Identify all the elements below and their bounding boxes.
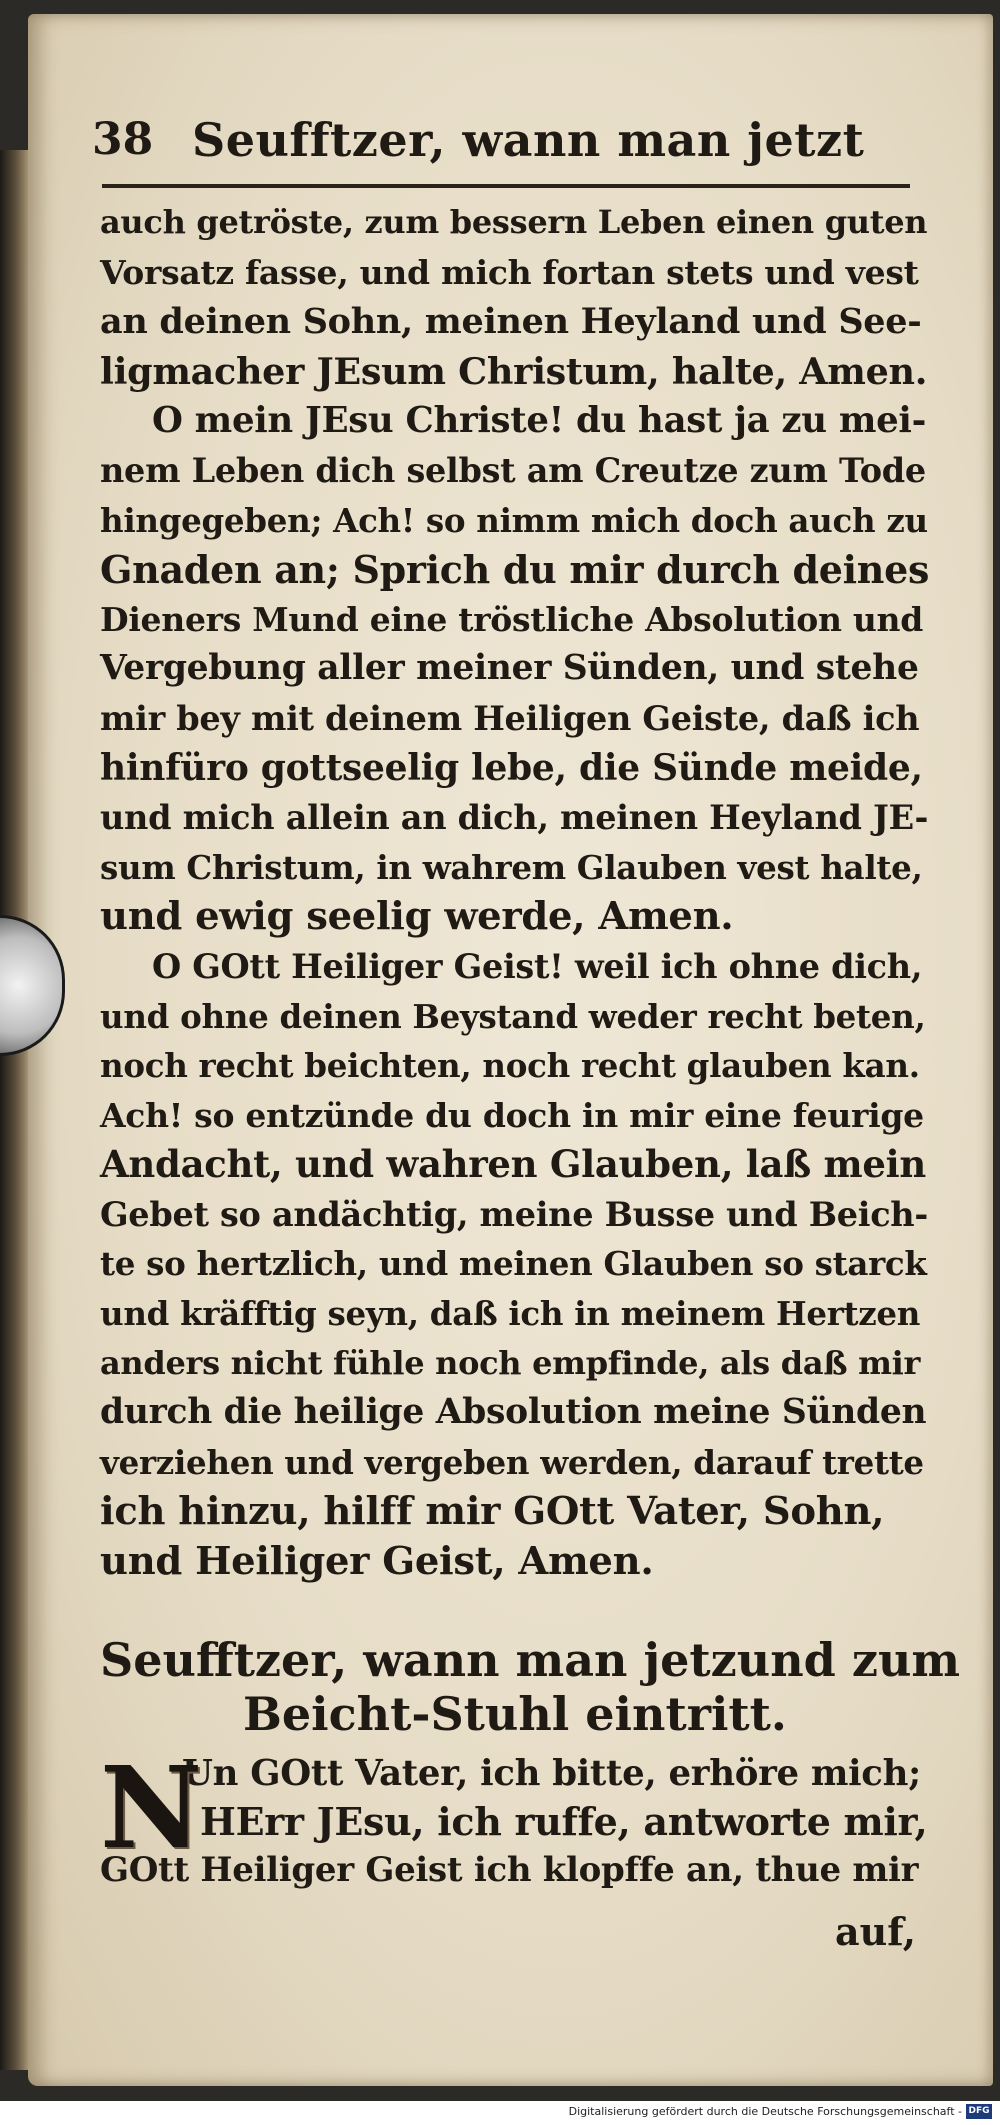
body-line: sum Christum, in wahrem Glauben vest halte, <box>100 847 923 887</box>
section-heading-line-1: Seufftzer, wann man jetzund zum <box>100 1633 961 1687</box>
body-line: Andacht, und wahren Glauben, laß mein <box>100 1142 927 1187</box>
prayer-line: HErr JEsu, ich ruffe, antworte mir, <box>200 1799 928 1844</box>
body-line: ligmacher JEsum Christum, halte, Amen. <box>100 349 928 393</box>
page-number: 38 <box>92 114 154 165</box>
body-text <box>100 198 930 1587</box>
body-line: te so hertzlich, und meinen Glauben so starck <box>100 1244 927 1284</box>
body-line: durch die heilige Absolution meine Sünden <box>100 1392 927 1433</box>
body-line: hinfüro gottseelig lebe, die Sünde meide, <box>100 746 923 789</box>
body-line: noch recht beichten, noch recht glauben kan. <box>100 1046 920 1086</box>
body-line: nem Leben dich selbst am Creutze zum Tode <box>100 450 926 490</box>
body-line: an deinen Sohn, meinen Heyland und See- <box>100 301 922 343</box>
body-line: und ewig seelig werde, Amen. <box>100 894 734 940</box>
digitization-credit: Digitalisierung gefördert durch die Deutsche Forschungsgemeinschaft - <box>568 2105 962 2118</box>
page-header <box>92 112 912 168</box>
body-line: und ohne deinen Beystand weder recht beten, <box>100 996 926 1036</box>
body-line: Gebet so andächtig, meine Busse und Beich- <box>100 1194 928 1234</box>
section-heading-line-2: Beicht-Stuhl eintritt. <box>243 1687 787 1741</box>
prayer-line: Un GOtt Vater, ich bitte, erhöre mich; <box>182 1753 921 1794</box>
body-line: O mein JEsu Christe! du hast ja zu mei- <box>152 400 927 442</box>
body-line: Ach! so entzünde du doch in mir eine feurige <box>100 1095 924 1135</box>
body-line: anders nicht fühle noch empfinde, als daß mir <box>100 1343 921 1382</box>
body-line: O GOtt Heiliger Geist! weil ich ohne dich, <box>152 946 923 986</box>
body-line: Vorsatz fasse, und mich fortan stets und vest <box>100 252 919 292</box>
drop-cap-initial: N <box>100 1743 203 1874</box>
body-line: mir bey mit deinem Heiligen Geiste, daß ich <box>100 698 920 738</box>
body-line: und Heiliger Geist, Amen. <box>100 1539 654 1585</box>
catchword: auf, <box>835 1909 916 1954</box>
section-heading <box>100 1633 961 1741</box>
body-line: und kräfftig seyn, daß ich in meinem Hertzen <box>100 1294 921 1334</box>
body-line: hingegeben; Ach! so nimm mich doch auch zu <box>100 500 928 540</box>
body-line: ich hinzu, hilff mir GOtt Vater, Sohn, <box>100 1489 885 1535</box>
body-line: auch getröste, zum bessern Leben einen guten <box>100 203 928 241</box>
body-line: Vergebung aller meiner Sünden, und stehe <box>100 648 919 689</box>
header-rule <box>102 184 910 188</box>
dfg-logo: DFG <box>966 2104 992 2119</box>
body-line: verziehen und vergeben werden, darauf trette <box>100 1442 924 1482</box>
body-line: und mich allein an dich, meinen Heyland JE- <box>100 798 929 838</box>
prayer-line: GOtt Heiliger Geist ich klopffe an, thue mir <box>100 1850 919 1890</box>
body-line: Gnaden an; Sprich du mir durch deines <box>100 547 930 593</box>
prayer-block <box>100 1743 930 1894</box>
running-head: Seufftzer, wann man jetzt <box>192 113 865 167</box>
body-line: Dieners Mund eine tröstliche Absolution und <box>100 599 924 639</box>
